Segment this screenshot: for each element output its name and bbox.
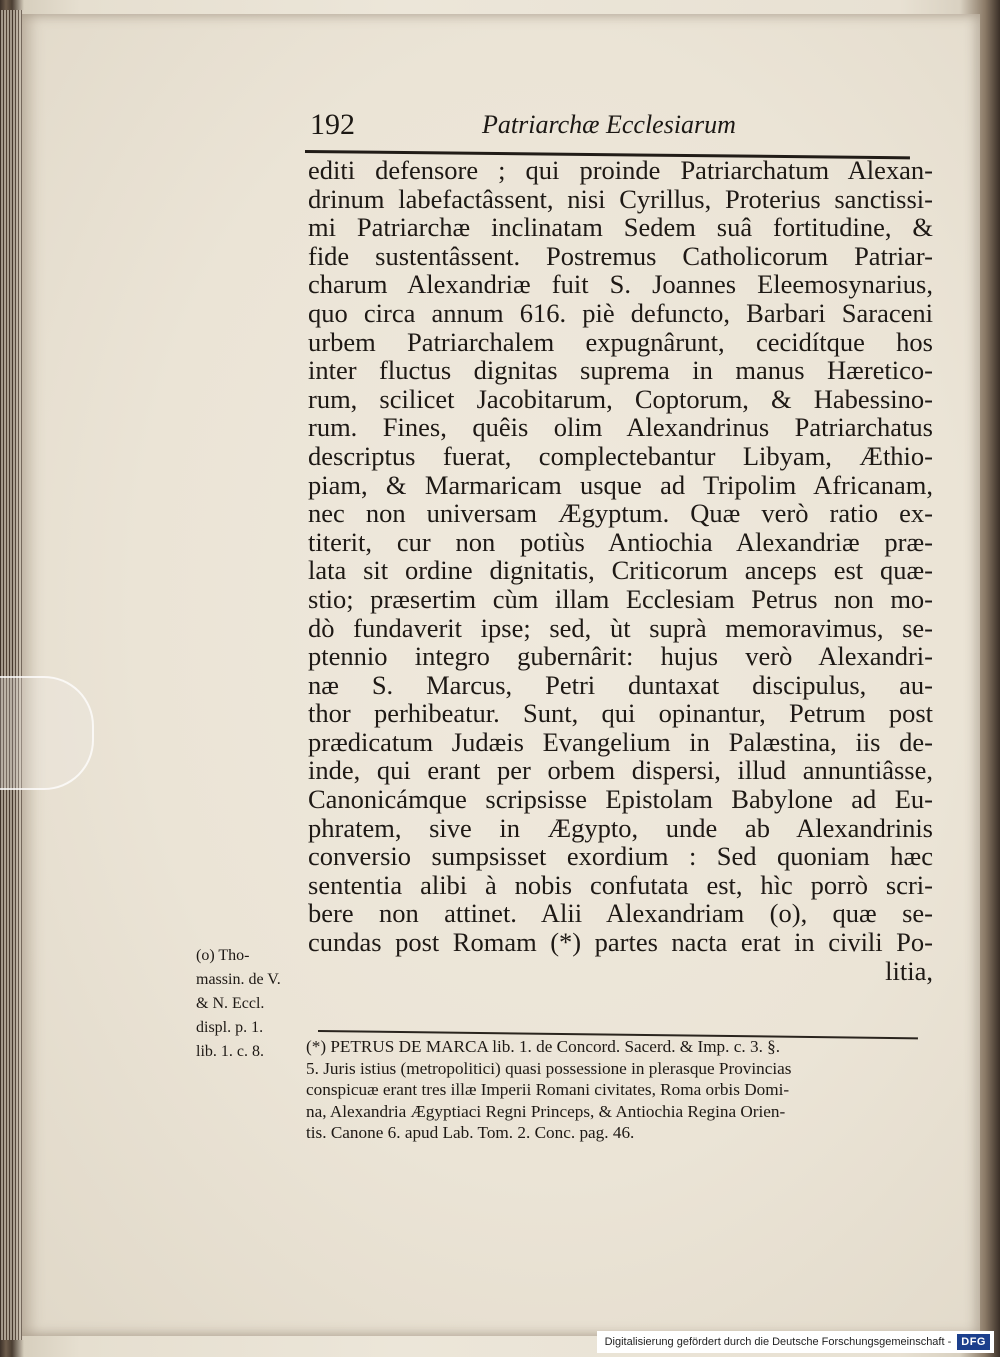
body-line: conversio sumpsisset exordium : Sed quoniam hæc (308, 841, 933, 872)
margin-note-line: lib. 1. c. 8. (196, 1043, 264, 1060)
footnote-line: na, Alexandria Ægyptiaci Regni Princeps, & Antiochia Regina Orien- (306, 1101, 786, 1121)
body-line: prædicatum Judæis Evangelium in Palæstina, iis de- (308, 726, 933, 757)
body-line: titerit, cur non potiùs Antiochia Alexandriæ præ- (308, 526, 933, 557)
body-line: ptennio integro gubernârit: hujus verò Alexandri- (308, 641, 933, 672)
body-text (308, 156, 933, 985)
footnote-line: tis. Canone 6. apud Lab. Tom. 2. Conc. pag. 46. (306, 1123, 635, 1142)
body-line: descriptus fuerat, complectebantur Libyam, Æthio- (308, 440, 933, 471)
margin-note-line: massin. de V. (196, 971, 281, 988)
body-line: nec non universam Ægyptum. Quæ verò ratio ex- (308, 498, 933, 529)
digitization-credit: Digitalisierung gefördert durch die Deutsche Forschungsgemeinschaft - (604, 1336, 952, 1348)
footnote-line: (*) PETRUS DE MARCA lib. 1. de Concord. Sacerd. & Imp. c. 3. §. (306, 1037, 781, 1056)
footnote-line: conspicuæ erant tres illæ Imperii Romani civitates, Roma orbis Domi- (306, 1080, 790, 1099)
body-line: bere non attinet. Alii Alexandriam (o), quæ se- (308, 898, 933, 929)
body-line: stio; præsertim cùm illam Ecclesiam Petrus non mo- (308, 583, 933, 614)
body-line: dò fundaverit ipse; sed, ùt suprà memoravimus, se- (308, 612, 933, 643)
page-edge-stack (0, 10, 24, 1340)
margin-note (196, 944, 304, 1064)
body-line: charum Alexandriæ fuit S. Joannes Eleemosynarius, (308, 269, 933, 300)
running-title: Patriarchæ Ecclesiarum (482, 110, 736, 139)
running-head (310, 100, 910, 140)
body-line: piam, & Marmaricam usque ad Tripolim Africanam, (308, 469, 933, 500)
body-line: sententia alibi à nobis confutata est, hìc porrò scri- (308, 869, 933, 900)
body-line: litia, (885, 955, 933, 986)
body-line: inde, qui erant per orbem dispersi, illud annuntiâsse, (308, 755, 933, 786)
dfg-logo-icon: DFG (957, 1334, 990, 1350)
footnote-line: 5. Juris istius (metropolitici) quasi possessione in plerasque Provincias (306, 1058, 792, 1078)
footnotes (306, 1036, 932, 1144)
page-clip (0, 676, 94, 790)
page-number: 192 (310, 108, 355, 141)
body-line: mi Patriarchæ inclinatam Sedem suâ fortitudine, & (308, 212, 933, 243)
body-line: drinum labefactâssent, nisi Cyrillus, Proterius sanctissi- (308, 183, 933, 214)
margin-note-line: & N. Eccl. (196, 995, 265, 1012)
body-line: inter fluctus dignitas suprema in manus Hæretico- (308, 355, 933, 386)
margin-note-line: (o) Tho- (196, 947, 250, 964)
body-line: editi defensore ; qui proinde Patriarchatum Alexan- (308, 155, 933, 185)
body-line: rum, scilicet Jacobitarum, Coptorum, & Habessino- (308, 383, 933, 414)
body-line: rum. Fines, quêis olim Alexandrinus Patriarchatus (308, 412, 933, 443)
digitization-banner (597, 1331, 994, 1353)
body-line: urbem Patriarchalem expugnârunt, cecidítque hos (308, 326, 933, 357)
body-line: fide sustentâssent. Postremus Catholicorum Patriar- (308, 240, 933, 271)
body-line: quo circa annum 616. piè defuncto, Barbari Saraceni (308, 297, 933, 328)
margin-note-line: displ. p. 1. (196, 1019, 264, 1036)
body-line: thor perhibeatur. Sunt, qui opinantur, Petrum post (308, 698, 933, 729)
body-line: næ S. Marcus, Petri duntaxat discipulus, au- (308, 669, 933, 700)
body-line: lata sit ordine dignitatis, Criticorum anceps est quæ- (308, 555, 933, 586)
body-line: cundas post Romam (*) partes nacta erat in civili Po- (308, 927, 933, 958)
body-line: Canonicámque scripsisse Epistolam Babylone ad Eu- (308, 784, 933, 815)
body-line: phratem, sive in Ægypto, unde ab Alexandrinis (308, 812, 933, 843)
